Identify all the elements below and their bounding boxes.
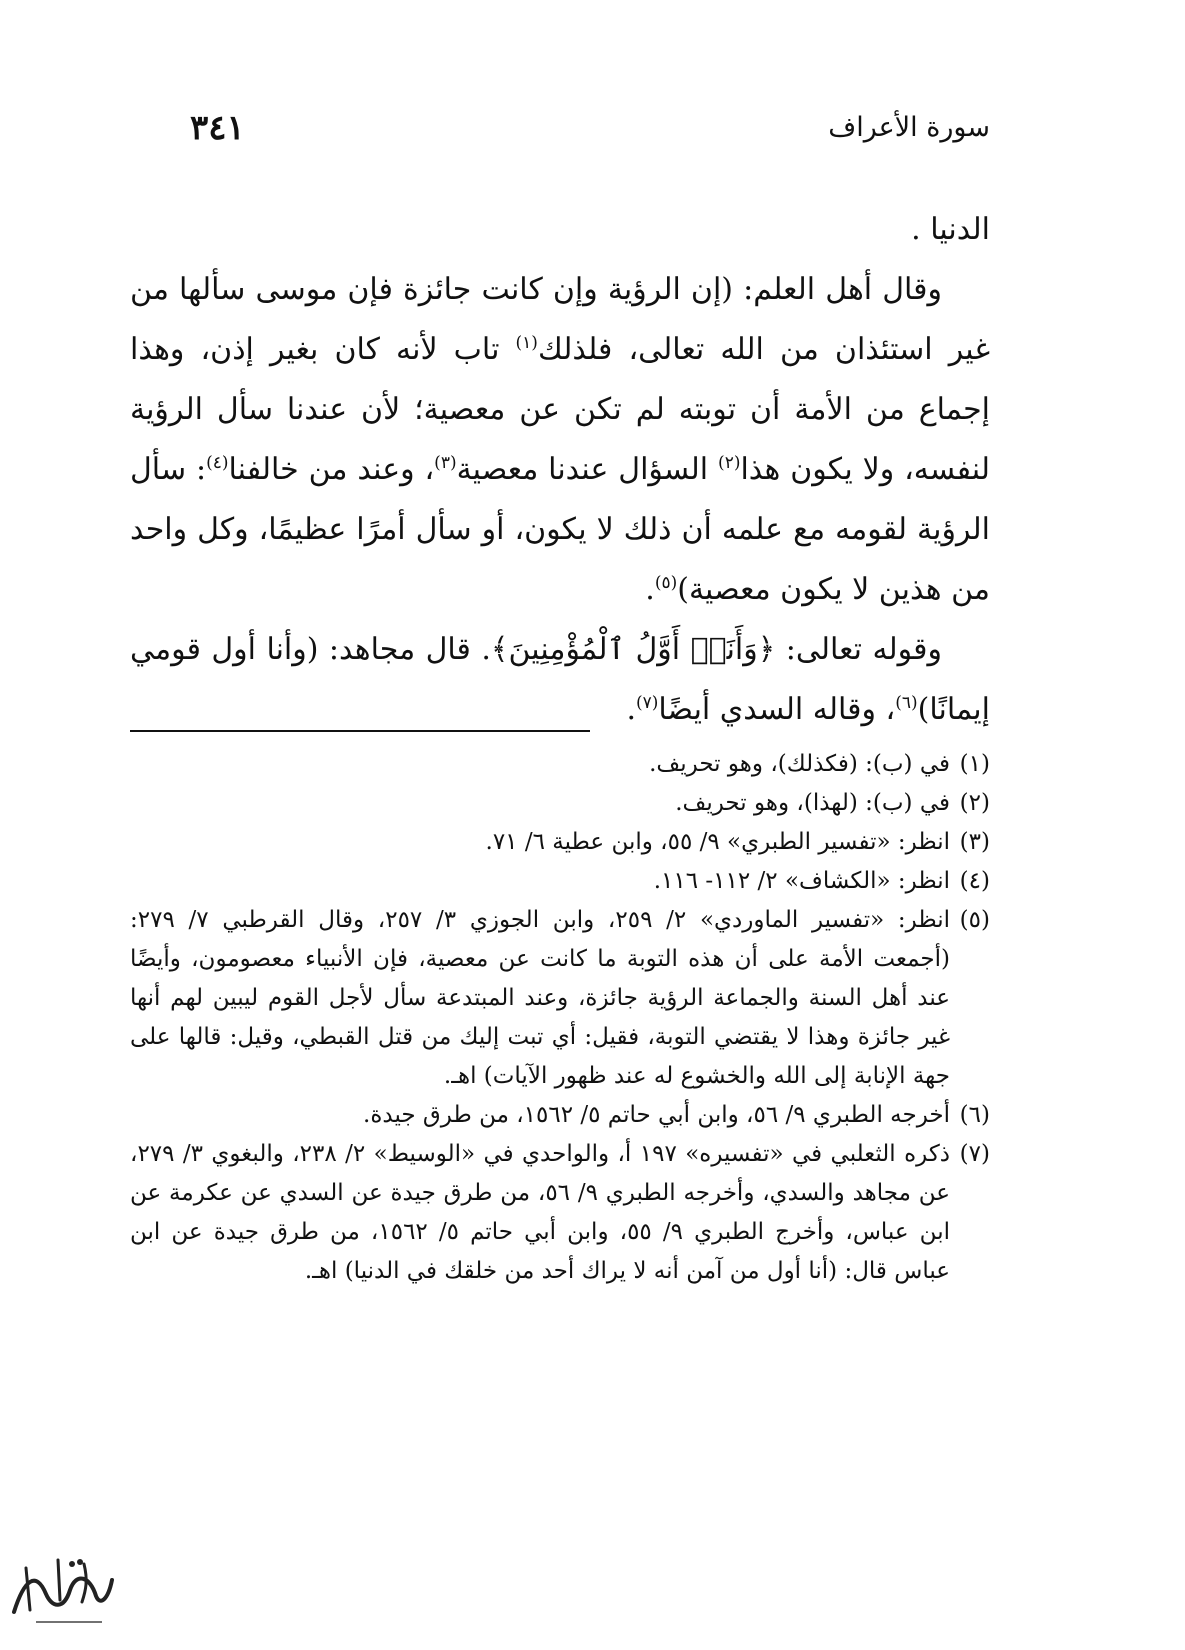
footnote-item bbox=[130, 1096, 990, 1135]
footnote-marker-5: (٥) bbox=[654, 573, 678, 593]
footnote-marker-1: (١) bbox=[515, 333, 538, 353]
footnote-item bbox=[130, 1135, 990, 1291]
footnote-separator bbox=[130, 730, 590, 732]
footnote-item bbox=[130, 784, 990, 823]
page-header bbox=[130, 108, 990, 158]
footnote-text: ذكره الثعلبي في «تفسيره» ١٩٧ أ، والواحدي في «الوسيط» ٢/ ٢٣٨، والبغوي ٣/ ٢٧٩، عن مجاهد والسدي، وأخرجه الطبري ٩/ ٥٦، من طرق جيدة عن السدي عن عكرمة عن ابن عباس، وأخرج الطبري ٩/ ٥٥، وابن أبي حاتم ٥/ ١٥٦٢، من طرق جيدة عن ابن عباس قال: (أنا أول من آمن أنه لا يراك أحد من خلقك في الدنيا) اهـ. bbox=[130, 1141, 951, 1284]
footnote-item bbox=[130, 823, 990, 862]
footnote-text: في (ب): (فكذلك)، وهو تحريف. bbox=[649, 751, 950, 777]
paragraph-2 bbox=[130, 260, 990, 620]
paragraph-2-part-a: وقال أهل العلم: (إن الرؤية وإن كانت جائزة فإن موسى سألها من غير استئذان من الله تعالى، فلذلك bbox=[130, 272, 991, 367]
paragraph-2-part-c: السؤال عندنا معصية bbox=[456, 452, 719, 487]
running-title: سورة الأعراف bbox=[828, 112, 990, 143]
footnote-marker-3: (٣) bbox=[434, 453, 457, 473]
footnote-item bbox=[130, 901, 990, 1096]
footnote-item bbox=[130, 862, 990, 901]
paragraph-3-part-c: . bbox=[626, 692, 636, 727]
footnote-number: (١) bbox=[959, 751, 990, 777]
paragraph-2-part-f: . bbox=[645, 572, 655, 607]
paragraph-2-part-d: ، وعند من خالفنا bbox=[228, 452, 435, 487]
footnote-item bbox=[130, 745, 990, 784]
footnote-number: (٦) bbox=[959, 1102, 990, 1128]
paragraph-3-part-b: ، وقاله السدي أيضًا bbox=[658, 692, 896, 727]
paragraph-2-part-e: : سأل الرؤية لقومه مع علمه أن ذلك لا يكون، أو سأل أمرًا عظيمًا، وكل واحد من هذين لا يكون معصية) bbox=[130, 452, 990, 607]
page-number: ٣٤١ bbox=[190, 108, 245, 148]
footnote-marker-6: (٦) bbox=[895, 693, 918, 713]
footnote-text: في (ب): (لهذا)، وهو تحريف. bbox=[675, 790, 950, 816]
footnote-marker-7: (٧) bbox=[635, 693, 659, 713]
main-text bbox=[130, 200, 990, 740]
calligraphy-stamp-logo bbox=[6, 1550, 118, 1630]
footnote-marker-2: (٢) bbox=[718, 453, 741, 473]
paragraph-2-part-b: تاب لأنه كان بغير إذن، وهذا إجماع من الأمة أن توبته لم تكن عن معصية؛ لأن عندنا سأل الرؤية لنفسه، ولا يكون هذا bbox=[130, 332, 990, 487]
footnote-number: (٤) bbox=[959, 868, 990, 894]
footnote-text: انظر: «تفسير الماوردي» ٢/ ٢٥٩، وابن الجوزي ٣/ ٢٥٧، وقال القرطبي ٧/ ٢٧٩: (أجمعت الأمة على أن هذه التوبة ما كانت عن معصية، فإن الأنبياء معصومون، وأيضًا عند أهل السنة والجماعة الرؤية جائزة، وعند المبتدعة سأل لأجل القوم ليبين لهم أنها غير جائزة وهذا لا يقتضي التوبة، فقيل: أي تبت إليك من قتل القبطي، وقيل: قالها على جهة الإنابة إلى الله والخشوع له عند ظهور الآيات) اهـ. bbox=[130, 907, 951, 1089]
paragraph-3-part-a: وقوله تعالى: ﴿وَأَنَا۠ أَوَّلُ ٱلْمُؤْمِنِينَ﴾. قال مجاهد: (وأنا أول قومي إيمانًا) bbox=[130, 632, 990, 727]
footnote-number: (٧) bbox=[959, 1141, 990, 1167]
footnotes bbox=[130, 745, 990, 1291]
footnote-number: (٥) bbox=[959, 907, 990, 933]
paragraph-3 bbox=[130, 620, 990, 740]
footnote-number: (٢) bbox=[959, 790, 990, 816]
book-page bbox=[130, 0, 990, 1650]
footnote-text: انظر: «الكشاف» ٢/ ١١٢- ١١٦. bbox=[653, 868, 950, 894]
footnote-text: أخرجه الطبري ٩/ ٥٦، وابن أبي حاتم ٥/ ١٥٦٢، من طرق جيدة. bbox=[363, 1102, 950, 1128]
footnote-text: انظر: «تفسير الطبري» ٩/ ٥٥، وابن عطية ٦/ ٧١. bbox=[485, 829, 950, 855]
paragraph-1: الدنيا . bbox=[911, 212, 990, 247]
footnote-number: (٣) bbox=[959, 829, 990, 855]
footnote-marker-4: (٤) bbox=[206, 453, 229, 473]
